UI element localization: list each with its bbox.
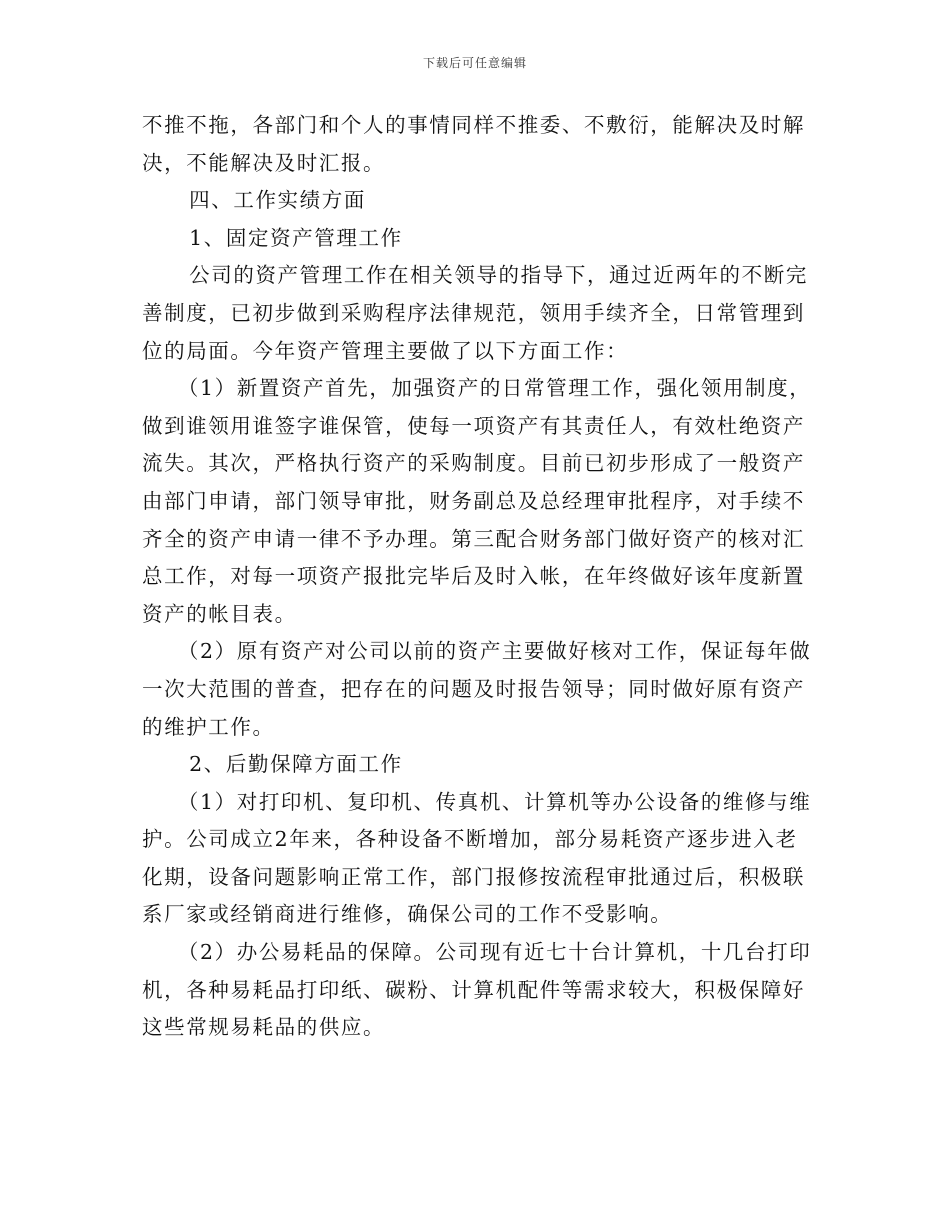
paragraph-consumables: （2）办公易耗品的保障。公司现有近七十台计算机，十几台打印机，各种易耗品打印纸、碳粉、计算机配件等需求较大，积极保障好这些常规易耗品的供应。 <box>142 940 812 1040</box>
paragraph-equipment-maintenance: （1）对打印机、复印机、传真机、计算机等办公设备的维修与维护。公司成立2年来，各种设备不断增加，部分易耗资产逐步进入老化期，设备问题影响正常工作，部门报修按流程审批通过后，积极联系厂家或经销商进行维修，确保公司的工作不受影响。 <box>142 789 812 927</box>
page-header: 下载后可任意编辑 <box>422 56 527 70</box>
subsection-heading-logistics: 2、后勤保障方面工作 <box>189 752 403 777</box>
section-heading-work-results: 四、工作实绩方面 <box>189 188 366 213</box>
subsection-heading-fixed-assets: 1、固定资产管理工作 <box>189 225 403 250</box>
paragraph-asset-management: 公司的资产管理工作在相关领导的指导下，通过近两年的不断完善制度，已初步做到采购程序法律规范，领用手续齐全，日常管理到位的局面。今年资产管理主要做了以下方面工作： <box>142 263 808 363</box>
paragraph-continuation: 不推不拖，各部门和个人的事情同样不推委、不敷衍，能解决及时解决，不能解决及时汇报。 <box>142 113 805 175</box>
document-body <box>142 107 812 1047</box>
paragraph-new-assets: （1）新置资产首先，加强资产的日常管理工作，强化领用制度，做到谁领用谁签字谁保管，使每一项资产有其责任人，有效杜绝资产流失。其次，严格执行资产的采购制度。目前已初步形成了一般资产由部门申请，部门领导审批，财务副总及总经理审批程序，对手续不齐全的资产申请一律不予办理。第三配合财务部门做好资产的核对汇总工作，对每一项资产报批完毕后及时入帐，在年终做好该年度新置资产的帐目表。 <box>142 376 812 626</box>
paragraph-existing-assets: （2）原有资产对公司以前的资产主要做好核对工作，保证每年做一次大范围的普查，把存在的问题及时报告领导；同时做好原有资产的维护工作。 <box>142 639 812 739</box>
